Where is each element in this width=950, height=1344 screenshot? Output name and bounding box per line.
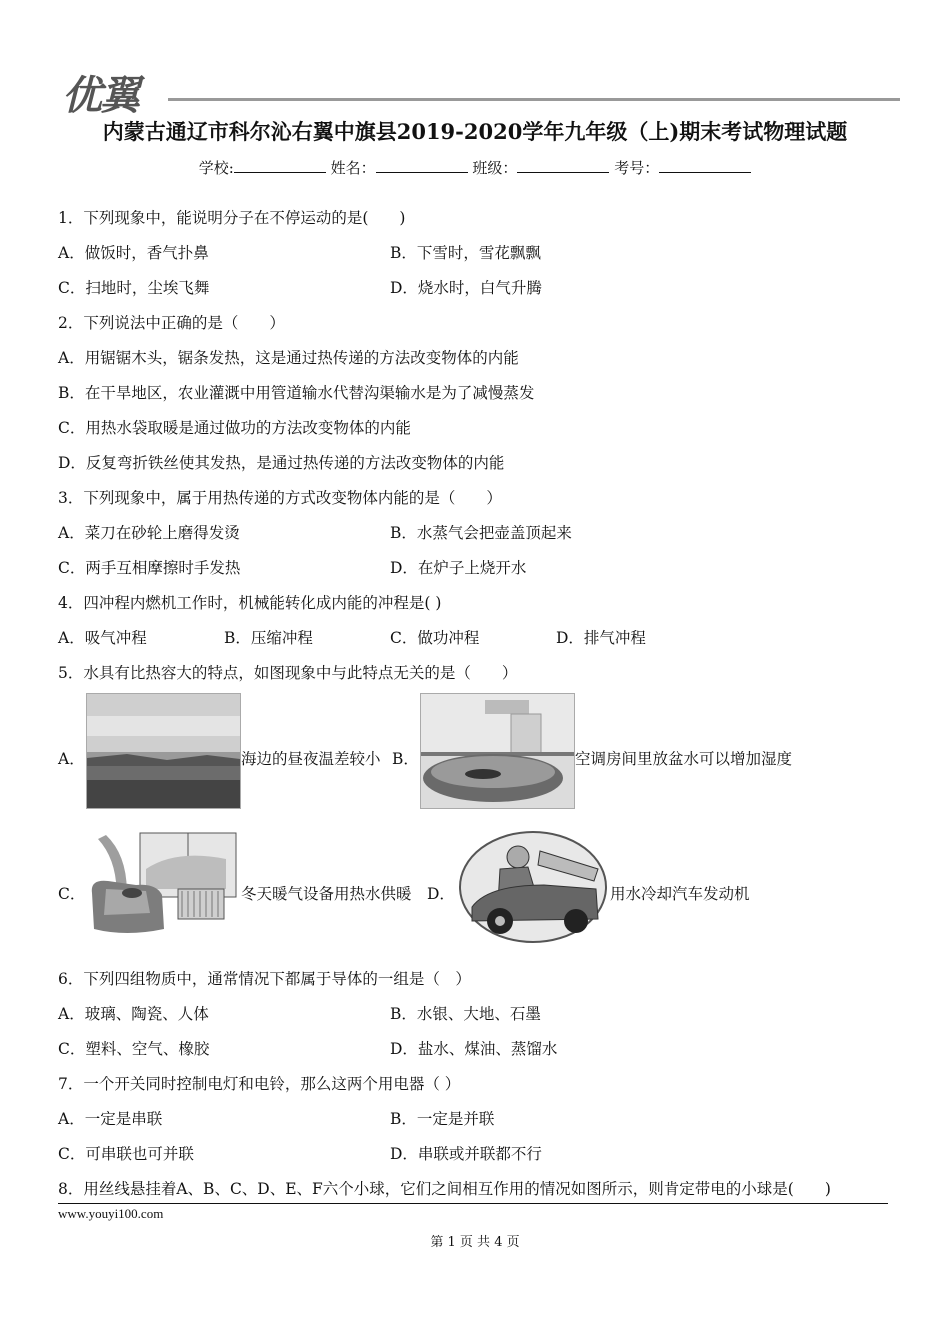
- radiator-room-image: [86, 829, 238, 939]
- basin-room-image: [420, 693, 575, 809]
- q3-stem: 3．下列现象中，属于用热传递的方式改变物体内能的是（ ）: [58, 489, 502, 507]
- q5-option-a-text: 海边的昼夜温差较小: [241, 750, 381, 768]
- class-blank[interactable]: [517, 158, 609, 173]
- car-engine-image: [458, 829, 608, 944]
- q4-stem: 4．四冲程内燃机工作时，机械能转化成内能的冲程是( ): [58, 594, 442, 612]
- q5-option-c-text: 冬天暖气设备用热水供暖: [241, 885, 412, 903]
- q4-option-d: D．排气冲程: [556, 629, 646, 647]
- page-number: 第 1 页 共 4 页: [430, 1235, 520, 1250]
- student-info-fields: [0, 157, 950, 178]
- q7-option-a: A．一定是串联: [58, 1110, 163, 1128]
- q5-option-b-text: 空调房间里放盆水可以增加湿度: [575, 750, 793, 768]
- name-blank[interactable]: [376, 158, 468, 173]
- footer-divider: [58, 1203, 888, 1204]
- page-title: 内蒙古通辽市科尔沁右翼中旗县2019-2020学年九年级（上)期末考试物理试题: [102, 119, 848, 144]
- q6-stem: 6．下列四组物质中，通常情况下都属于导体的一组是（ ）: [58, 970, 471, 988]
- q6-option-d: D．盐水、煤油、蒸馏水: [390, 1040, 558, 1058]
- exam-no-label: 考号：: [614, 159, 660, 177]
- q4-option-b: B．压缩冲程: [224, 629, 313, 647]
- q2-option-a: A．用锯锯木头，锯条发热，这是通过热传递的方法改变物体的内能: [58, 349, 519, 367]
- q5-stem: 5．水具有比热容大的特点，如图现象中与此特点无关的是（ ）: [58, 664, 518, 682]
- q7-option-c: C．可串联也可并联: [58, 1145, 194, 1163]
- logo: 优翼: [62, 73, 138, 119]
- q1-option-c: C．扫地时，尘埃飞舞: [58, 279, 210, 297]
- q1-stem: 1．下列现象中，能说明分子在不停运动的是( ): [58, 209, 406, 227]
- q6-option-a: A．玻璃、陶瓷、人体: [58, 1005, 209, 1023]
- q5-option-d-text: 用水冷却汽车发动机: [610, 885, 750, 903]
- exam-no-blank[interactable]: [659, 158, 751, 173]
- school-label: 学校:: [198, 159, 234, 177]
- q2-option-b: B．在干旱地区，农业灌溉中用管道输水代替沟渠输水是为了减慢蒸发: [58, 384, 535, 402]
- q4-option-c: C．做功冲程: [390, 629, 480, 647]
- q2-option-c: C．用热水袋取暖是通过做功的方法改变物体的内能: [58, 419, 411, 437]
- q7-stem: 7．一个开关同时控制电灯和电铃，那么这两个用电器（ ）: [58, 1075, 461, 1093]
- q3-option-c: C．两手互相摩擦时手发热: [58, 559, 241, 577]
- class-label: 班级：: [472, 159, 518, 177]
- q7-option-d: D．串联或并联都不行: [390, 1145, 542, 1163]
- q6-option-b: B．水银、大地、石墨: [390, 1005, 541, 1023]
- footer-url[interactable]: www.youyi100.com: [58, 1206, 164, 1221]
- q4-option-a: A．吸气冲程: [58, 629, 147, 647]
- school-blank[interactable]: [234, 158, 326, 173]
- q5-option-a-label: A．: [58, 750, 85, 768]
- q2-option-d: D．反复弯折铁丝使其发热，是通过热传递的方法改变物体的内能: [58, 454, 505, 472]
- q3-option-d: D．在炉子上烧开水: [390, 559, 527, 577]
- seaside-image: [86, 693, 241, 809]
- q1-option-d: D．烧水时，白气升腾: [390, 279, 542, 297]
- q3-option-b: B．水蒸气会把壶盖顶起来: [390, 524, 572, 542]
- header-divider: [168, 98, 900, 101]
- q5-option-c-label: C．: [58, 885, 86, 903]
- q1-option-b: B．下雪时，雪花飘飘: [390, 244, 541, 262]
- name-label: 姓名：: [330, 159, 376, 177]
- q7-option-b: B．一定是并联: [390, 1110, 495, 1128]
- q5-option-d-label: D．: [427, 885, 455, 903]
- q1-option-a: A．做饭时，香气扑鼻: [58, 244, 209, 262]
- q5-option-b-label: B．: [392, 750, 419, 768]
- q6-option-c: C．塑料、空气、橡胶: [58, 1040, 210, 1058]
- q8-stem: 8．用丝线悬挂着A、B、C、D、E、F六个小球，它们之间相互作用的情况如图所示，则肯定带电的小球是( ): [58, 1180, 831, 1198]
- q3-option-a: A．菜刀在砂轮上磨得发烫: [58, 524, 240, 542]
- q2-stem: 2．下列说法中正确的是（ ）: [58, 314, 285, 332]
